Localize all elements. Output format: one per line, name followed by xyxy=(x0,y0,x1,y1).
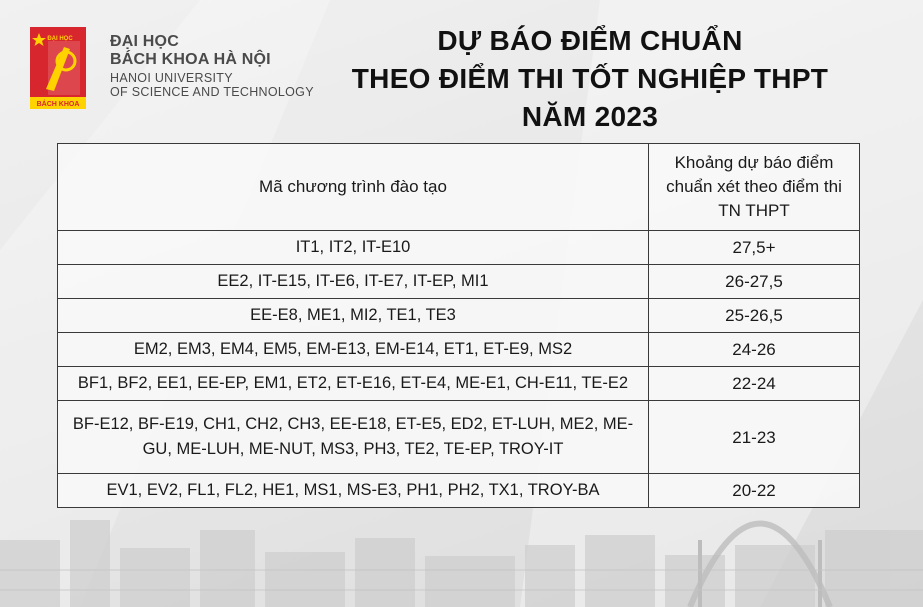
program-codes-cell: BF1, BF2, EE1, EE-EP, EM1, ET2, ET-E16, ET-E4, ME-E1, CH-E11, TE-E2 xyxy=(58,367,649,401)
table-row xyxy=(58,474,860,508)
table-header-row xyxy=(58,144,860,231)
program-codes-cell: BF-E12, BF-E19, CH1, CH2, CH3, EE-E18, ET-E5, ED2, ET-LUH, ME2, ME-GU, ME-LUH, ME-NUT, MS3, PH3, TE2, TE-EP, TROY-IT xyxy=(58,401,649,474)
program-codes-cell: IT1, IT2, IT-E10 xyxy=(58,231,649,265)
score-range-cell: 21-23 xyxy=(649,401,860,474)
table-row xyxy=(58,265,860,299)
org-line-4: OF SCIENCE AND TECHNOLOGY xyxy=(110,84,314,99)
title-line-1: DỰ BÁO ĐIỂM CHUẨN xyxy=(437,25,743,56)
score-range-cell: 22-24 xyxy=(649,367,860,401)
logo-text-bottom: BÁCH KHOA xyxy=(36,101,80,108)
program-codes-cell: EV1, EV2, FL1, FL2, HE1, MS1, MS-E3, PH1, PH2, TX1, TROY-BA xyxy=(58,474,649,508)
org-line-1: ĐẠI HỌC xyxy=(110,33,179,50)
table-row xyxy=(58,299,860,333)
score-range-cell: 27,5+ xyxy=(649,231,860,265)
page-title xyxy=(330,22,850,136)
university-logo xyxy=(30,27,86,109)
organization-name xyxy=(110,33,314,99)
org-line-2: BÁCH KHOA HÀ NỘI xyxy=(110,50,271,68)
logo-text-top: ĐẠI HỌC xyxy=(47,36,73,42)
table-row xyxy=(58,231,860,265)
score-range-cell: 20-22 xyxy=(649,474,860,508)
program-codes-cell: EE-E8, ME1, MI2, TE1, TE3 xyxy=(58,299,649,333)
program-codes-cell: EM2, EM3, EM4, EM5, EM-E13, EM-E14, ET1, ET-E9, MS2 xyxy=(58,333,649,367)
program-codes-cell: EE2, IT-E15, IT-E6, IT-E7, IT-EP, MI1 xyxy=(58,265,649,299)
title-line-2: THEO ĐIỂM THI TỐT NGHIỆP THPT xyxy=(351,63,829,94)
forecast-range-header: Khoảng dự báo điểm chuẩn xét theo điểm thi TN THPT xyxy=(649,144,860,231)
table-row xyxy=(58,333,860,367)
score-range-cell: 25-26,5 xyxy=(649,299,860,333)
table-row xyxy=(58,367,860,401)
table-row xyxy=(58,401,860,474)
org-line-3: HANOI UNIVERSITY xyxy=(110,70,233,85)
score-range-cell: 26-27,5 xyxy=(649,265,860,299)
program-code-header: Mã chương trình đào tạo xyxy=(58,144,649,231)
score-forecast-table xyxy=(57,143,860,508)
title-line-3: NĂM 2023 xyxy=(521,101,659,132)
score-range-cell: 24-26 xyxy=(649,333,860,367)
